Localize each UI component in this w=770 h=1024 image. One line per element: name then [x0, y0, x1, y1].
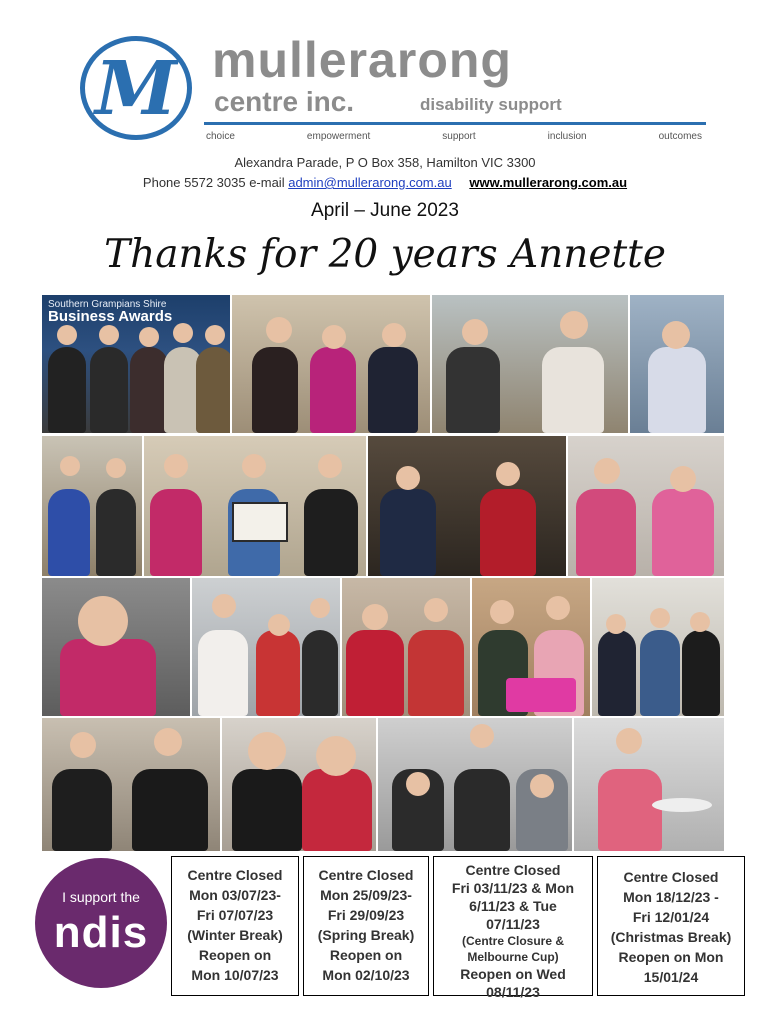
photo-dinner-table — [368, 436, 566, 576]
closure-line: (Christmas Break) — [610, 929, 732, 945]
closure-line: Fri 12/01/24 — [632, 909, 710, 925]
closure-notice-winter — [171, 856, 299, 996]
closure-line: Melbourne Cup) — [467, 950, 559, 964]
closure-line: Mon 03/07/23- — [189, 887, 281, 903]
ndis-line1: I support the — [62, 889, 140, 905]
closure-line: Reopen on Wed — [460, 966, 566, 982]
photo-plaque-presentation — [568, 436, 724, 576]
closure-line: (Spring Break) — [317, 927, 415, 943]
closure-line: Mon 10/07/23 — [191, 967, 279, 983]
closure-line: 08/11/23 — [486, 984, 540, 1000]
closure-line: 07/11/23 — [486, 916, 540, 932]
phone-text: Phone 5572 3035 e-mail — [142, 175, 285, 190]
value-empowerment: empowerment — [306, 131, 371, 142]
org-name: mullerarong — [212, 32, 512, 88]
photo-group-certificate — [192, 578, 340, 716]
photo-formal-pair — [42, 718, 220, 851]
newsletter-period: April – June 2023 — [311, 200, 459, 221]
closure-line: Mon 02/10/23 — [322, 967, 410, 983]
closure-title: Centre Closed — [623, 869, 719, 885]
header-divider — [204, 122, 706, 125]
org-tagline: disability support — [420, 95, 562, 114]
closure-line: (Centre Closure & — [461, 934, 565, 948]
logo-letter: M — [95, 46, 177, 132]
closure-line: Reopen on — [198, 947, 272, 963]
photo-trio-event — [232, 295, 430, 433]
photo-dinner-group — [378, 718, 572, 851]
closure-title: Centre Closed — [465, 862, 561, 878]
photo-certificate-presentation — [144, 436, 366, 576]
award-caption-small: Southern Grampians Shire — [48, 299, 167, 310]
value-support: support — [442, 131, 476, 142]
value-choice: choice — [206, 131, 235, 142]
closure-line: Mon 25/09/23- — [320, 887, 412, 903]
closure-line: Fri 29/09/23 — [327, 907, 405, 923]
closure-title: Centre Closed — [318, 867, 414, 883]
value-inclusion: inclusion — [547, 131, 587, 142]
org-subtitle: centre inc. — [214, 86, 355, 117]
address: Alexandra Parade, P O Box 358, Hamilton VIC 3300 — [234, 155, 536, 170]
photo-seated-friends — [432, 295, 628, 433]
ndis-badge — [35, 858, 167, 988]
photo-serving-food — [574, 718, 724, 851]
closure-line: Mon 18/12/23 - — [623, 889, 719, 905]
photo-bowtie-selfie — [222, 718, 376, 851]
closure-notice-spring — [303, 856, 429, 996]
closure-notice-christmas — [597, 856, 745, 996]
closure-line: 15/01/24 — [643, 969, 699, 985]
headline: Thanks for 20 years Annette — [104, 232, 666, 277]
photo-camera — [42, 578, 190, 716]
closure-line: (Winter Break) — [187, 927, 283, 943]
closure-line: Reopen on — [329, 947, 403, 963]
photo-lunch-tray — [342, 578, 470, 716]
ndis-logo-text: ndis — [53, 908, 149, 957]
closure-line: Fri 07/07/23 — [196, 907, 274, 923]
email-link[interactable]: admin@mullerarong.com.au — [288, 175, 452, 190]
photo-office-trio — [592, 578, 724, 716]
photo-two-women — [42, 436, 142, 576]
award-caption-large: Business Awards — [48, 308, 173, 325]
logo — [80, 36, 192, 140]
values-row — [204, 131, 704, 142]
closure-notice-melbourne-cup — [433, 856, 593, 1000]
photo-gift-basket — [472, 578, 590, 716]
closure-line: Reopen on Mon — [618, 949, 724, 965]
photo-collage — [42, 295, 726, 851]
value-outcomes: outcomes — [658, 131, 702, 142]
contact-line — [0, 175, 770, 190]
closure-title: Centre Closed — [187, 867, 283, 883]
photo-business-awards — [42, 295, 230, 433]
website-link[interactable]: www.mullerarong.com.au — [469, 175, 628, 190]
closure-line: Fri 03/11/23 & Mon — [451, 880, 575, 896]
closure-line: 6/11/23 & Tue — [469, 898, 557, 914]
photo-party-hat — [630, 295, 724, 433]
